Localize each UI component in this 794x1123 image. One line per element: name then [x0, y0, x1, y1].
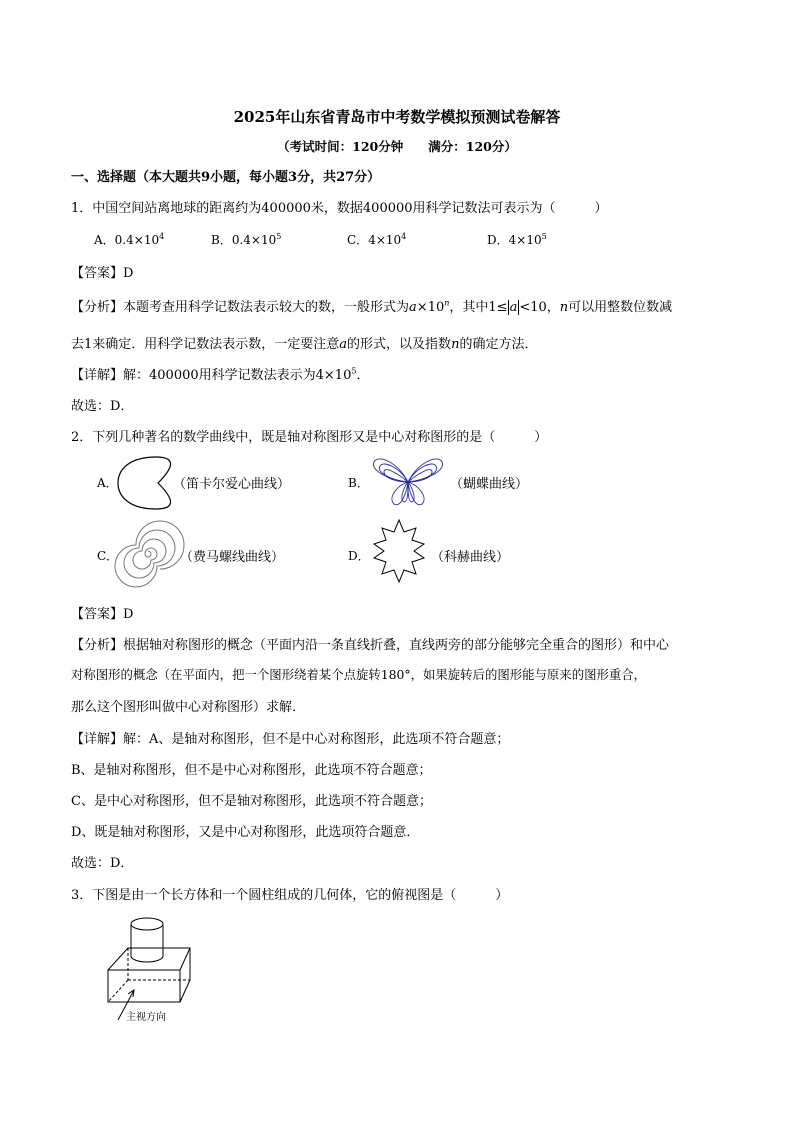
q1-option-c: C．$4\times 10^4$ [347, 232, 407, 247]
q2-option-d-label: D． [348, 549, 370, 563]
q2-option-d-caption: （科赫曲线） [431, 550, 510, 565]
q2-option-c-label: C． [97, 549, 119, 563]
q2-stem: 2．下列几种著名的数学曲线中，既是轴对称图形又是中心对称图形的是（ ） [71, 430, 548, 445]
cardioid-curve-figure [116, 455, 176, 511]
q1-detail: 【详解】解：400000用科学记数法表示为$4\times 10^5$． [71, 366, 370, 383]
q2-analysis-line1: 【分析】根据轴对称图形的概念（平面内沿一条直线折叠，直线两旁的部分能够完全重合的图形）和中心 [71, 638, 670, 653]
q1-stem: 1．中国空间站离地球的距离约为400000米，数据400000用科学记数法可表示为（ ） [71, 201, 608, 216]
q1-option-b: B．$0.4\times 10^5$ [211, 232, 282, 247]
q2-detail-line1: 【详解】解：A、是轴对称图形，但不是中心对称图形，此选项不符合题意； [71, 732, 510, 747]
q2-option-b-caption: （蝴蝶曲线） [450, 477, 529, 492]
q1-choose: 故选：D． [71, 399, 134, 414]
q2-detail-line4: D、既是轴对称图形，又是中心对称图形，此选项符合题意． [71, 825, 420, 840]
q2-option-b-label: B． [348, 476, 369, 490]
view-direction-label: 主视方向 [126, 1012, 166, 1023]
q2-answer: 【答案】D [71, 607, 134, 622]
q1-option-a: A．$0.4\times 10^4$ [94, 232, 165, 247]
q1-analysis-line1: 【分析】本题考查用科学记数法表示较大的数，一般形式为$a\times 10^n$，其中1≤ a <10，n可以用整数位数减 [71, 298, 673, 315]
fermat-spiral-figure [119, 527, 177, 581]
q1-option-d: D．$4\times 10^5$ [487, 232, 547, 247]
solid-figure [100, 912, 200, 1022]
page-title: 2025年山东省青岛市中考数学模拟预测试卷解答 [233, 108, 561, 126]
koch-snowflake-figure [368, 518, 430, 584]
q1-answer: 【答案】D [71, 266, 134, 281]
q1-analysis-line2: 去1来确定．用科学记数法表示数，一定要注意a的形式，以及指数n的确定方法． [71, 337, 538, 352]
q2-analysis-line3: 那么这个图形叫做中心对称图形）求解． [71, 700, 306, 715]
q2-option-a-label: A． [97, 476, 118, 490]
butterfly-curve-figure [370, 452, 446, 510]
q2-option-c-caption: （费马螺线曲线） [180, 550, 285, 565]
q2-detail-line3: C、是中心对称图形，但不是轴对称图形，此选项不符合题意； [71, 794, 432, 809]
q2-analysis-line2: 对称图形的概念（在平面内，把一个图形绕着某个点旋转180°，如果旋转后的图形能与原来的图形重合， [71, 667, 647, 682]
q2-option-a-caption: （笛卡尔爱心曲线） [173, 477, 291, 492]
exam-info: （考试时间：120分钟 满分：120分） [277, 139, 517, 154]
q2-choose: 故选：D． [71, 856, 134, 871]
q3-stem: 3．下图是由一个长方体和一个圆柱组成的几何体，它的俯视图是（ ） [71, 888, 509, 903]
q2-detail-line2: B、是轴对称图形，但不是中心对称图形，此选项不符合题意； [71, 763, 432, 778]
section-heading: 一、选择题（本大题共9小题，每小题3分，共27分） [71, 170, 381, 185]
